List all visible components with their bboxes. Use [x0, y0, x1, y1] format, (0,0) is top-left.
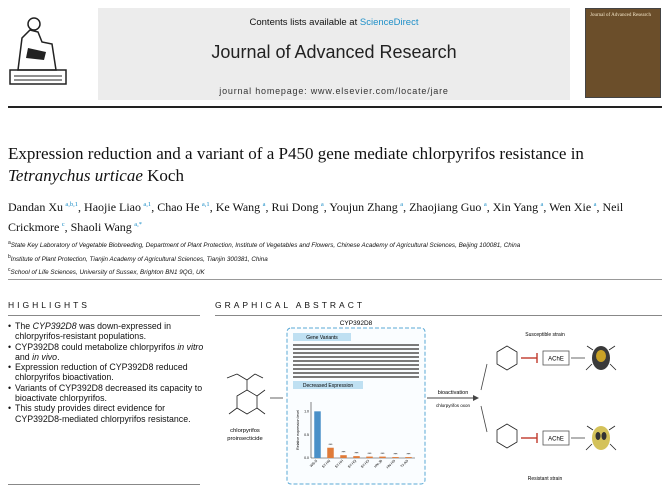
journal-homepage[interactable]: journal homepage: www.elsevier.com/locate/jare — [219, 86, 449, 96]
y-tick-label: 0.5 — [304, 432, 309, 437]
title-rule — [8, 279, 662, 280]
significance-label: *** — [328, 443, 333, 448]
sequence-alignment — [293, 344, 419, 378]
author-name[interactable]: Zhaojiang Guo — [409, 200, 482, 214]
x-tick-label: SY-HN — [321, 458, 332, 469]
significance-label: *** — [406, 452, 411, 457]
bar — [366, 457, 373, 458]
live-mite-icon — [586, 426, 616, 450]
header-rule — [8, 106, 662, 108]
author-affiliation-marker[interactable]: a — [483, 201, 487, 208]
article-title: Expression reduction and a variant of a P450 gene mediate chlorpyrifos resistance in Tetranychus urticae Koch — [8, 144, 584, 185]
author-name[interactable]: Xin Yang — [492, 200, 539, 214]
bioactivation-label: bioactivation — [437, 390, 469, 396]
bar — [379, 457, 386, 458]
bar — [340, 455, 347, 458]
bar — [392, 457, 399, 458]
author-affiliation-marker[interactable]: a — [320, 201, 324, 208]
author-name[interactable]: Ke Wang — [215, 200, 261, 214]
author-name[interactable]: Youjun Zhang — [329, 200, 398, 214]
decreased-expression-label: Decreased Expression — [302, 383, 354, 389]
x-tick-label: HN-HD — [385, 458, 397, 470]
contents-line — [98, 17, 570, 28]
highlights-heading: HIGHLIGHTS — [8, 300, 90, 310]
significance-label: *** — [341, 450, 346, 455]
x-tick-label: TJ-AD — [399, 458, 410, 469]
highlight-item: • Variants of CYP392D8 decreased its capacity to bioactivate chlorpyrifos. — [8, 383, 204, 404]
bar — [327, 448, 334, 458]
graphical-abstract-heading: GRAPHICAL ABSTRACT — [215, 300, 366, 310]
contents-prefix: Contents lists available at — [249, 17, 360, 28]
panel-title: CYP392D8 — [339, 320, 373, 327]
oxon-structure-icon — [497, 346, 517, 370]
highlight-item: • Expression reduction of CYP392D8 reduced chlorpyrifos bioactivation. — [8, 362, 204, 383]
highlight-item: • CYP392D8 could metabolize chlorpyrifos in vitro and in vivo. — [8, 342, 204, 363]
graphical-abstract-rule — [215, 315, 662, 316]
pathway-arrow-bottom — [481, 406, 487, 432]
significance-label: *** — [354, 451, 359, 456]
publisher-logo-icon — [8, 8, 68, 88]
bioactivation-sublabel: chlorpyrifos oxon — [435, 403, 471, 408]
x-tick-label: HN-JB — [373, 458, 384, 469]
bioactivation-arrowhead — [473, 395, 479, 401]
affiliation-list — [8, 238, 663, 279]
author-affiliation-marker[interactable]: a,1 — [143, 201, 152, 208]
author-name[interactable]: Shaoli Wang — [70, 220, 132, 234]
bar — [314, 411, 321, 458]
y-axis-label: Relative expression level — [296, 410, 300, 450]
x-tick-label: SY-HO — [359, 458, 371, 470]
highlight-item: • The CYP392D8 was down-expressed in chlorpyrifos-resistant populations. — [8, 321, 204, 342]
author-affiliation-marker[interactable]: a — [400, 201, 404, 208]
author-affiliation-marker[interactable]: c — [61, 221, 65, 228]
cover-title: Journal of Advanced Research — [590, 13, 651, 18]
x-tick-label: WS-S — [309, 458, 319, 468]
significance-label: *** — [367, 452, 372, 457]
author-affiliation-marker[interactable]: a — [262, 201, 266, 208]
author-name[interactable]: Dandan Xu — [8, 200, 63, 214]
x-tick-label: SY-HH — [334, 458, 345, 469]
compound-sublabel: proinsecticide — [227, 436, 263, 442]
author-affiliation-marker[interactable]: a,1 — [201, 201, 210, 208]
highlight-item: • This study provides direct evidence for CYP392D8-mediated chlorpyrifos resistance. — [8, 403, 204, 424]
author-name[interactable]: Haojie Liao — [84, 200, 142, 214]
affiliation-item: $^b$Institute of Plant Protection, Tianjin Academy of Agricultural Sciences, Tianjin 300381, China — [8, 253, 268, 263]
pathway-arrow-top — [481, 364, 487, 390]
highlights-rule — [8, 315, 200, 316]
significance-label: *** — [380, 452, 385, 457]
bar — [353, 456, 360, 458]
chlorpyrifos-structure-icon — [227, 374, 265, 414]
oxon-structure-icon — [497, 424, 517, 448]
y-tick-label: 0.0 — [304, 456, 309, 461]
susceptible-strain-label: Susceptible strain — [525, 332, 565, 338]
author-name[interactable]: Chao He — [157, 200, 200, 214]
gene-variants-label: Gene Variants — [306, 335, 338, 341]
sciencedirect-link[interactable]: ScienceDirect — [359, 17, 419, 28]
author-list: Dandan Xu $^{a,b,1}$, Haojie Liao $^{a,1}$, Chao He $^{a,1}$, Ke Wang $^a$, Rui Dong $^a$, Youjun Zhang $^a$, Zhaojiang Guo $^a$, Xin Yang $^a$, Wen Xie $^a$, Neil Crickmore $^c$, Shaoli Wang $^{a,*}$ — [8, 200, 624, 234]
highlights-list — [8, 321, 204, 424]
bar — [405, 457, 412, 458]
y-tick-label: 1.0 — [304, 409, 309, 414]
ache-label-top: AChE — [548, 356, 564, 363]
journal-cover-image — [585, 8, 661, 98]
author-affiliation-marker[interactable]: a,b,1 — [65, 201, 79, 208]
compound-label: chlorpyrifos — [230, 428, 260, 434]
dead-mite-icon — [586, 346, 616, 370]
highlights-bottom-rule — [8, 484, 200, 485]
author-name[interactable]: Neil Crickmore — [8, 200, 624, 234]
graphical-abstract-figure — [215, 318, 662, 486]
affiliation-item: $^c$School of Life Sciences, University of Sussex, Brighton BN1 9QG, UK — [8, 267, 205, 277]
ache-label-bottom: AChE — [548, 436, 564, 443]
resistant-strain-label: Resistant strain — [527, 476, 563, 482]
significance-label: *** — [393, 452, 398, 457]
author-affiliation-marker[interactable]: a,* — [134, 221, 142, 228]
species-name: Tetranychus urticae — [8, 166, 143, 185]
author-name[interactable]: Rui Dong — [271, 200, 319, 214]
x-tick-label: SY-HQ — [346, 458, 358, 470]
author-affiliation-marker[interactable]: a — [593, 201, 597, 208]
affiliation-item: $^a$State Key Laboratory of Vegetable Biobreeding, Department of Plant Protection, Institute of Vegetables and Flowers, Chinese Academy of Agricultural Sciences, Beijing 100081, China — [8, 240, 521, 250]
journal-title: Journal of Advanced Research — [211, 42, 457, 62]
author-affiliation-marker[interactable]: a — [540, 201, 544, 208]
author-name[interactable]: Wen Xie — [549, 200, 592, 214]
